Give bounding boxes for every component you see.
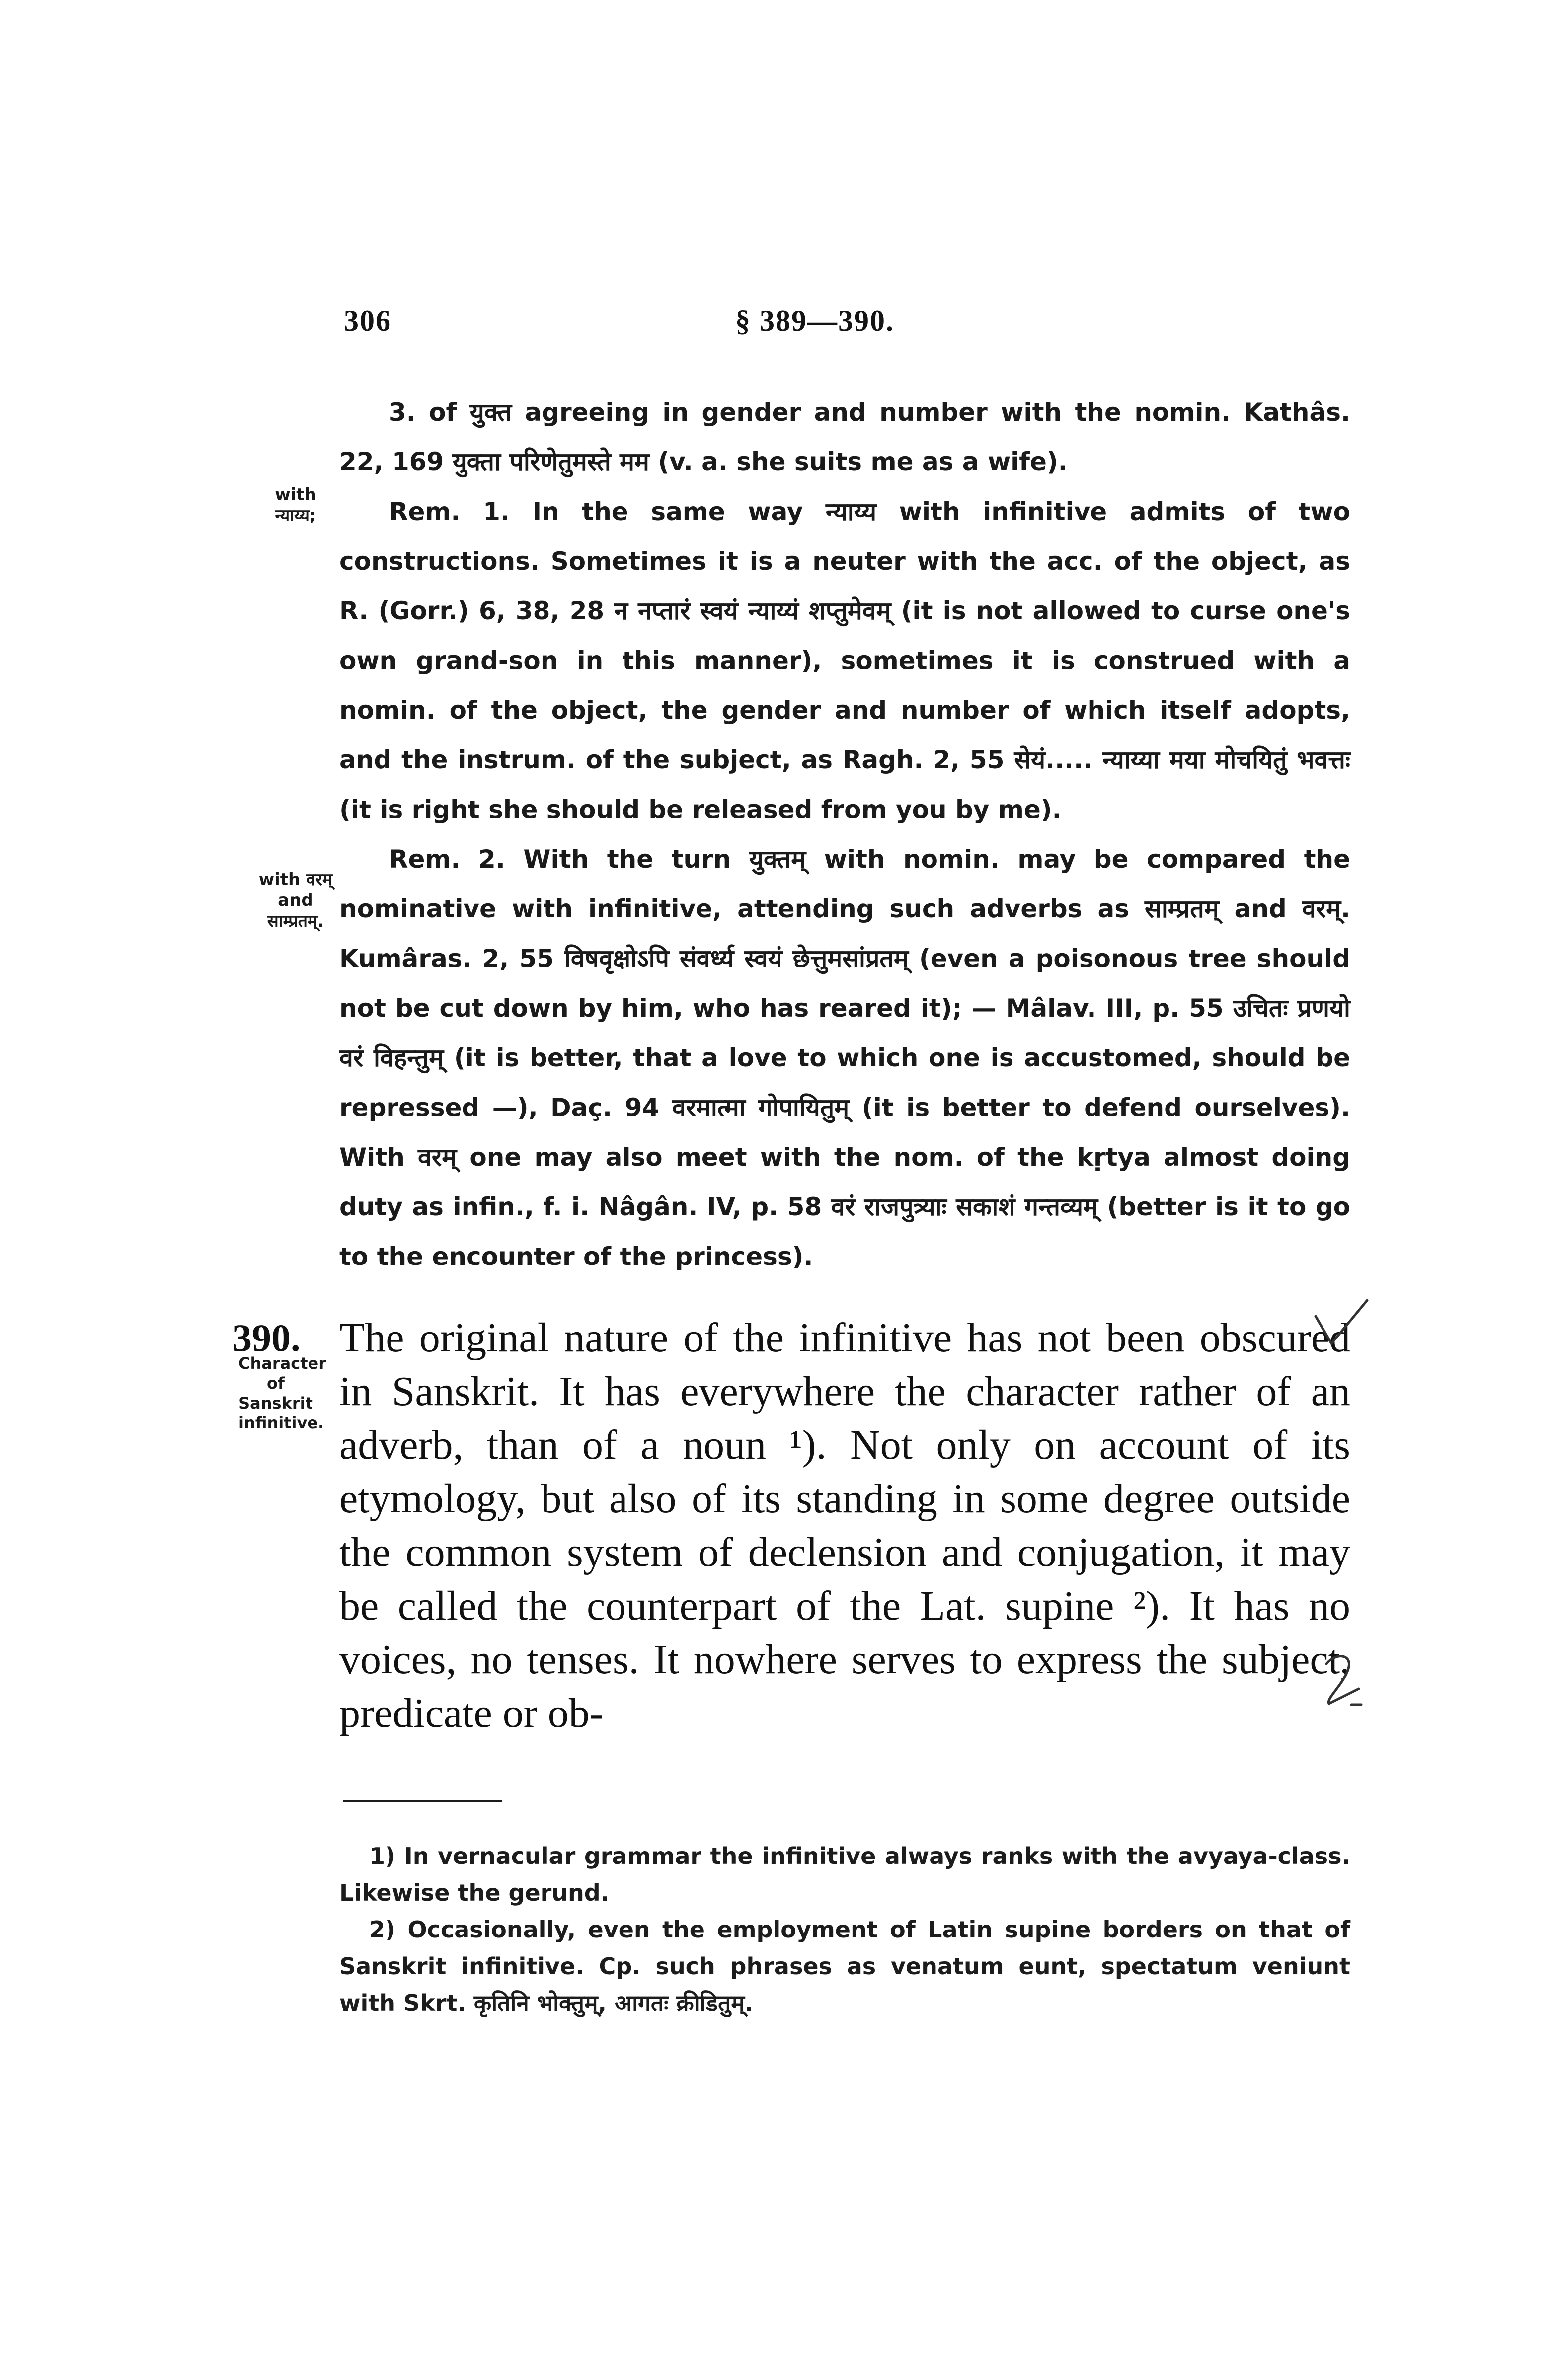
margin-note-varam-sampratam: with वरम् and साम्प्रतम्.	[258, 870, 333, 931]
margin-note-nyayya: with न्याय्य;	[275, 485, 316, 525]
running-head-section: § 389—390.	[735, 304, 894, 337]
paragraph-remark-2: Rem. 2. With the turn युक्तम् with nomin. may be compared the nominative with infinitive, attending such adverbs as साम्प्रतम् and वरम्. Kumâras. 2, 55 विषवृक्षोऽपि संवर्ध्य स्वयं छेत्तुमसांप्रतम् (even a poisonous tree should not be cut down by him, who has reared it); — Mâlav. III, p. 55 उचितः प्रणयो वरं विहन्तुम् (it is better, that a love to which one is accustomed, should be repressed —), Daç. 94 वरमात्मा गोपायितुम् (it is better to defend ourselves). With वरम् one may also meet with the nom. of the kṛtya almost doing duty as infin., f. i. Nâgân. IV, p. 58 वरं राजपुत्र्याः सकाशं गन्तव्यम् (better is it to go to the encounter of the princess).	[339, 845, 1350, 1271]
paragraph-point-3: 3. of युक्त agreeing in gender and number with the nomin. Kathâs. 22, 169 युक्ता परिणेतुमस्ते मम (v. a. she suits me as a wife).	[339, 398, 1350, 476]
paragraph-390: The original nature of the infinitive has not been obscured in Sanskrit. It has everywhere the character rather of an adverb, than of a noun ¹). Not only on account of its etymology, but also of its standing in some degree outside the common system of declension and conjugation, it may be called the counterpart of the Lat. supine ²). It has no voices, no tenses. It nowhere serves to express the subject, predicate or ob-	[339, 1315, 1350, 1736]
paragraph-remark-1: Rem. 1. In the same way न्याय्य with infinitive admits of two constructions. Sometimes it is a neuter with the acc. of the object, as R. (Gorr.) 6, 38, 28 न नप्तारं स्वयं न्याय्यं शप्तुमेवम् (it is not allowed to curse one's own grand-son in this manner), sometimes it is construed with a nomin. of the object, the gender and number of which itself adopts, and the instrum. of the subject, as Ragh. 2, 55 सेयं..... न्याय्या मया मोचयितुं भवत्तः (it is right she should be released from you by me).	[339, 497, 1350, 824]
footnote-2: 2) Occasionally, even the employment of Latin supine borders on that of Sanskrit infinitive. Cp. such phrases as venatum eunt, spectatum veniunt with Skrt. कृतिनि भोक्तुम्, आगतः क्रीडितुम्.	[339, 1916, 1350, 2016]
page-number: 306	[344, 304, 391, 337]
pen-annotation-mark-icon	[1317, 1649, 1371, 1713]
footnotes	[339, 1838, 1350, 2021]
footnote-1: 1) In vernacular grammar the infinitive always ranks with the avyaya-class. Likewise the gerund.	[339, 1843, 1350, 1906]
margin-note-text: Character of Sanskrit infinitive.	[238, 1354, 326, 1432]
footnote-rule	[343, 1800, 502, 1802]
section-number-390: 390.	[233, 1316, 301, 1359]
pen-checkmark-icon	[1312, 1296, 1371, 1351]
margin-note-infinitive-character	[238, 1353, 326, 1433]
small-print-block	[339, 387, 1350, 1281]
